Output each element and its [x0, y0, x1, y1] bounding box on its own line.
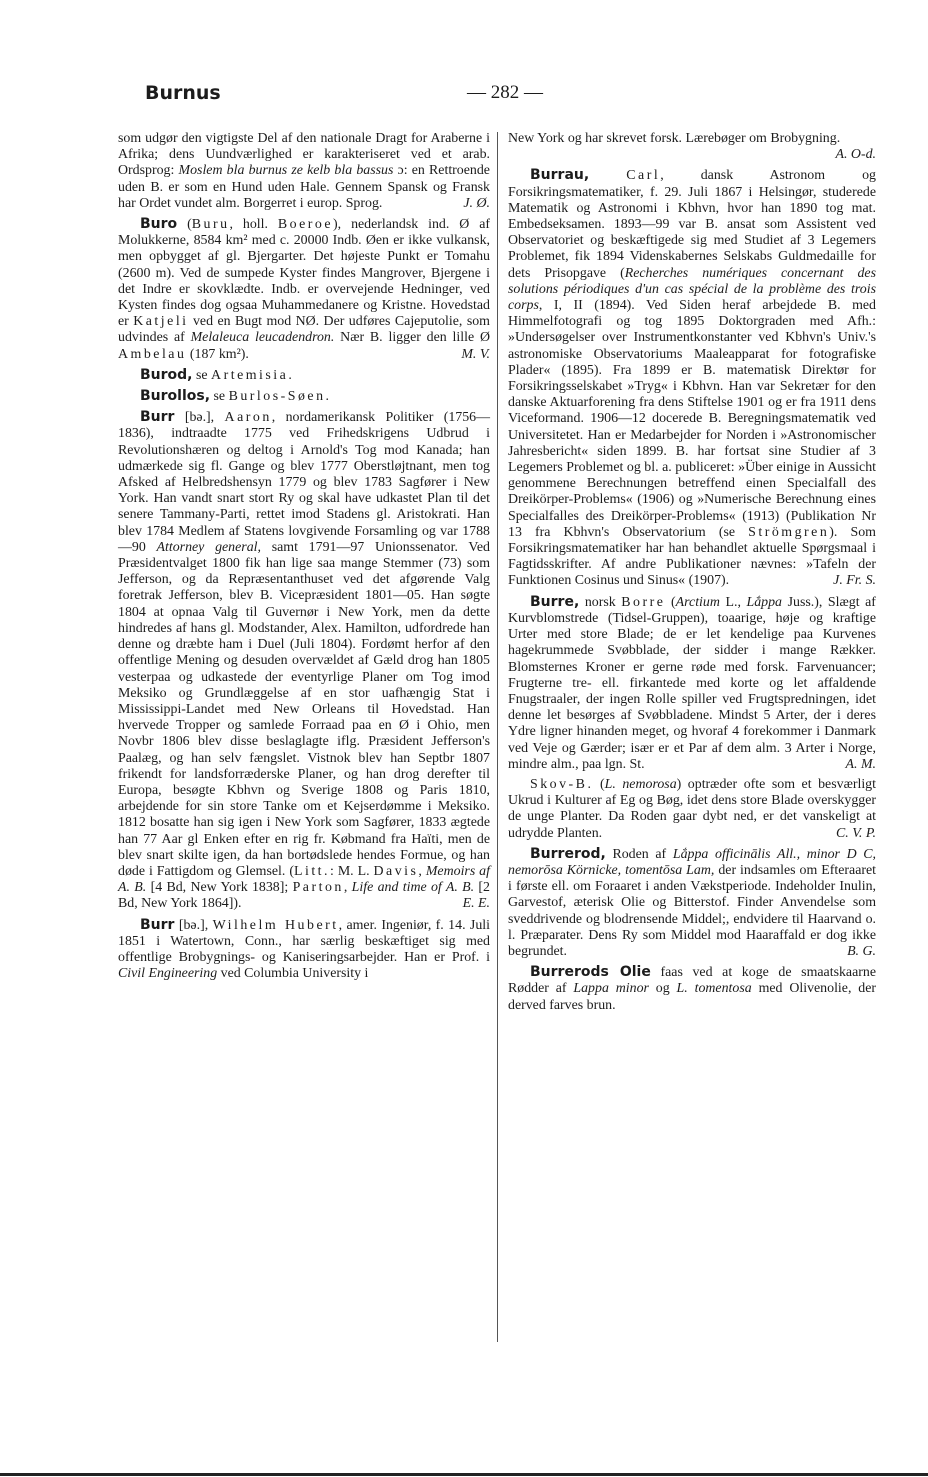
- entry-skov-burre: Skov-B. (L. nemorosa) optræder ofte som et besværligt Ukrud i Kulturer af Eg og Bøg, idet dens store Blade overskygger de unge Planter. Da Roden gaar dybt ned, er det vanskeligt at udrydde Planten. C. V. P.: [508, 776, 876, 841]
- page-number: — 282 —: [467, 82, 543, 103]
- headword: Burr: [140, 916, 175, 933]
- left-column: [118, 131, 490, 982]
- headword: Burollos,: [140, 388, 211, 405]
- author-signature: B. G.: [847, 943, 876, 959]
- headword: Buro: [140, 216, 178, 233]
- headword: Burod,: [140, 366, 193, 383]
- headword: Burrau,: [530, 167, 590, 184]
- author-signature: E. E.: [462, 896, 490, 912]
- right-column: [508, 131, 876, 1014]
- page-header: [145, 82, 865, 110]
- author-signature: A. M.: [845, 756, 876, 772]
- headword: Burr: [140, 409, 175, 426]
- running-head: Burnus: [145, 82, 221, 104]
- author-signature: J. Ø.: [463, 195, 490, 211]
- entry-burnus-continued: som udgør den vigtigste Del af den nationale Dragt for Araberne i Afrika; dens Uundværlighed er karakteriseret ved et arab. Ordsprog: Moslem bla burnus ze kelb bla bassus ɔ: en Rettroende uden B. er som en Hund uden Hale. Gennem Spansk og Fransk har Ordet vundet alm. Borgerret i europ. Sprog. J. Ø.: [118, 131, 490, 211]
- entry-burod: Burod, se Artemisia.: [140, 366, 295, 383]
- entry-burrerods-olie: Burrerods Olie faas ved at koge de smaatskaarne Rødder af Lappa minor og L. tomentosa med Olivenolie, der derved farves brun.: [508, 964, 877, 1013]
- author-signature: C. V. P.: [835, 825, 876, 841]
- entry-burre: Burre, norsk Borre (Arctium L., Lắppa Juss.), Slægt af Kurvblomstrede (Tidsel-Gruppen), toaarige, høje og kraftige Urter med store Blade; de er let kendelige paa Kurvenes hagekrummede Svøbblade, der sidder i mange Rækker. Blomsternes Kroner er gerne røde med forsk. Farvenuancer; Frugterne tre- ell. firkantede med korte og let affaldende Fnugstraaler, der ingen Rolle spiller ved Frugtspredningen, idet denne let besørges af Svøbbladene. Mindst 5 Arter, der i deres Ydre ligner hinanden meget, og hvoraf 4 forekommer i Danmark ved Veje og Gærder; især er et Par af dem alm. 3 Arter i Norge, mindre alm., paa lgn. St. A. M.: [508, 593, 876, 772]
- entry-burrau: Burrau, Carl, dansk Astronom og Forsikringsmatematiker, f. 29. Juli 1867 i Helsingør, studerede Matematik og Astronomi i Kbhvn, hvor han 1890 tog mat. Embedseksamen. 1893—99 var B. ansat som Assistent ved Observatoriet og beskæftigede sig med Studiet af 3 Legemers Problemet, fik 1894 Videnskabernes Selskabs Guldmedaille for dets Prisopgave (Recherches numériques concernant des solutions périodiques d'un cas spécial de la problème des trois corps, I, II (1894). Ved Siden heraf arbejdede B. med Himmelfotografi og tog 1895 Doktorgraden med Afh.: »Undersøgelser over Instrumentkonstanter ved Kbhvn's Univ.'s astronomiske Observatoriums Maaleapparat for fotografiske Plader« (1895). Fra 1899 er B. matematisk Direktør for Forsikringsselskabet »Tryg« i Kbhvn. Han var Sekretær for den danske Aktuarforening fra dens Stiftelse 1901 og er fra 1911 dens Viceformand. 1906—12 docerede B. Beregningsmatematik ved Universitetet. Han er Medarbejder for Norden i »Astronomischer Jahresbericht« siden 1899. B. har fortsat sine Studier af 3 Legemers Problemet og bl. a. publiceret: »Über einige in Aussicht genommene Berechnungen betreffend einen Specialfall des Dreikörper-Problems« (1906) og »Numerische Berechnung eines Specialfalles des Dreikörper-Problems« (1913) (Publikation Nr 13 fra Kbhvn's Observatorium (se Strömgren). Som Forsikringsmatematiker har han behandlet aktuelle Spørgsmaal i Fagtidsskrifter. Af andre Publikationer nævnes: »Tafeln der Funktionen Cosinus und Sinus« (1907). J. Fr. S.: [508, 167, 876, 589]
- entry-burr-wilhelm: Burr [bə.], Wilhelm Hubert, amer. Ingeniør, f. 14. Juli 1851 i Watertown, Conn., har særlig beskæftiget sig med offentlige Brobygnings- og Kaniseringsarbejder. Han er Prof. i Civil Engineering ved Columbia University i: [118, 916, 491, 982]
- entry-buro: Buro (Buru, holl. Boeroe), nederlandsk ind. Ø af Molukkerne, 8584 km² med c. 20000 Indb. Øen er ikke vulkansk, men opbygget af gl. Bjergarter. Det højeste Punkt er Tomahu (2600 m). Ved de sumpede Kyster findes Mangrover, Bjergene i det Indre er skovklædte. Indb. er overvejende Hedninger, ved Kysten findes dog ogsaa Muhammedanere og Kristne. Hovedstad er Katjeli ved en Bugt mod NØ. Der udføres Cajeputolie, som udvindes af Melaleuca leucadendron. Nær B. ligger den lille Ø Ambelau (187 km²). M. V.: [118, 216, 490, 362]
- headword: Burre,: [530, 593, 580, 610]
- entry-burr-aaron: Burr [bə.], Aaron, nordamerikansk Politiker (1756—1836), indtraadte 1775 ved Frihedskrigens Udbrud i Revolutionshæren og deltog i Arnold's Tog mod Kanada; han udmærkede sig fl. Gange og blev 1777 Oberstløjtnant, men tog Afsked af Helbredshensyn 1779 og blev 1783 Sagfører i New York. Han vandt snart stort Ry og skal have udkastet Plan til det senere Tammany-Parti, rettet imod Stadens gl. Aristokrati. Han blev 1784 Medlem af Statens lovgivende Forsamling og var 1788—90 Attorney general, samt 1791—97 Unionssenator. Ved Præsidentvalget 1800 fik han lige saa mange Stemmer (73) som Jefferson, og da Repræsentanthuset ved det afgørende Valg foretrak Jefferson, blev B. Vicepræsident 1801—05. Han søgte 1804 at opnaa Valg til Guvernør i New York, men da dette hindredes af hans gl. Modstander, Alex. Hamilton, udfordrede han denne og dræbte ham i Duel (Juli 1804). Fordømt herfor af den offentlige Mening og desuden overvældet af Gæld drog han 1805 vesterpaa og udkastede der eventyrlige Planer om Tog imod Meksiko og Grundlæggelse af en stor uafhængig Stat i Mississippi-Landet med New Orleans til Hovedstad. Han hvervede Tropper og samlede Forraad paa en Ø i Ohio, men Novbr 1806 blev disse beslaglagte iflg. Præsident Jefferson's Paalæg, og han selv fængslet. Vistnok blev han Septbr 1807 frikendt for landsforræderske Planer, og han drog derefter til Europa, besøgte Kbhvn og Sverige 1808 og Paris 1810, arbejdende for sin store Tanke om et Kejserdømme i Meksiko. 1812 bosatte han sig igen i New York som Sagfører, 1833 ægtede han 77 Aar gl Enken efter en rig fr. Købmand fra Haïti, men de blev snart skilte igen, da han bortødslede hendes Formue, og han døde i Fattigdom og Glemsel. (Litt.: M. L. Davis, Memoirs af A. B. [4 Bd, New York 1838]; Parton, Life and time of A. B. [2 Bd, New York 1864]). E. E.: [118, 409, 490, 912]
- author-signature: J. Fr. S.: [833, 573, 876, 589]
- column-divider: [497, 132, 498, 1342]
- headword: Burrerod,: [530, 845, 606, 862]
- author-signature: A. O-d.: [835, 147, 876, 163]
- page-bottom-edge: [0, 1473, 928, 1476]
- headword: Burrerods Olie: [530, 964, 651, 981]
- entry-burrerod: Burrerod, Roden af Lắppa officinālis All., minor D C, nemorōsa Körnicke, tomentōsa Lam, der indsamles om Efteraaret i første ell. om Foraaret i anden Vækstperiode. Indeholder Inulin, Garvestof, æterisk Olie og Bitterstof. Finder Anvendelse som sveddrivende og blodrensende Middel;, endvidere til Haarvand o. l. Præparater. Dens Ry som Middel mod Haaraffald er dog ikke begrundet. B. G.: [508, 845, 877, 959]
- author-signature: M. V.: [461, 346, 490, 362]
- entry-burr-wilhelm-continued: New York og har skrevet forsk. Lærebøger om Brobygning. A. O-d.: [508, 131, 876, 163]
- entry-burollos: Burollos, se Burlos-Søen.: [140, 388, 332, 405]
